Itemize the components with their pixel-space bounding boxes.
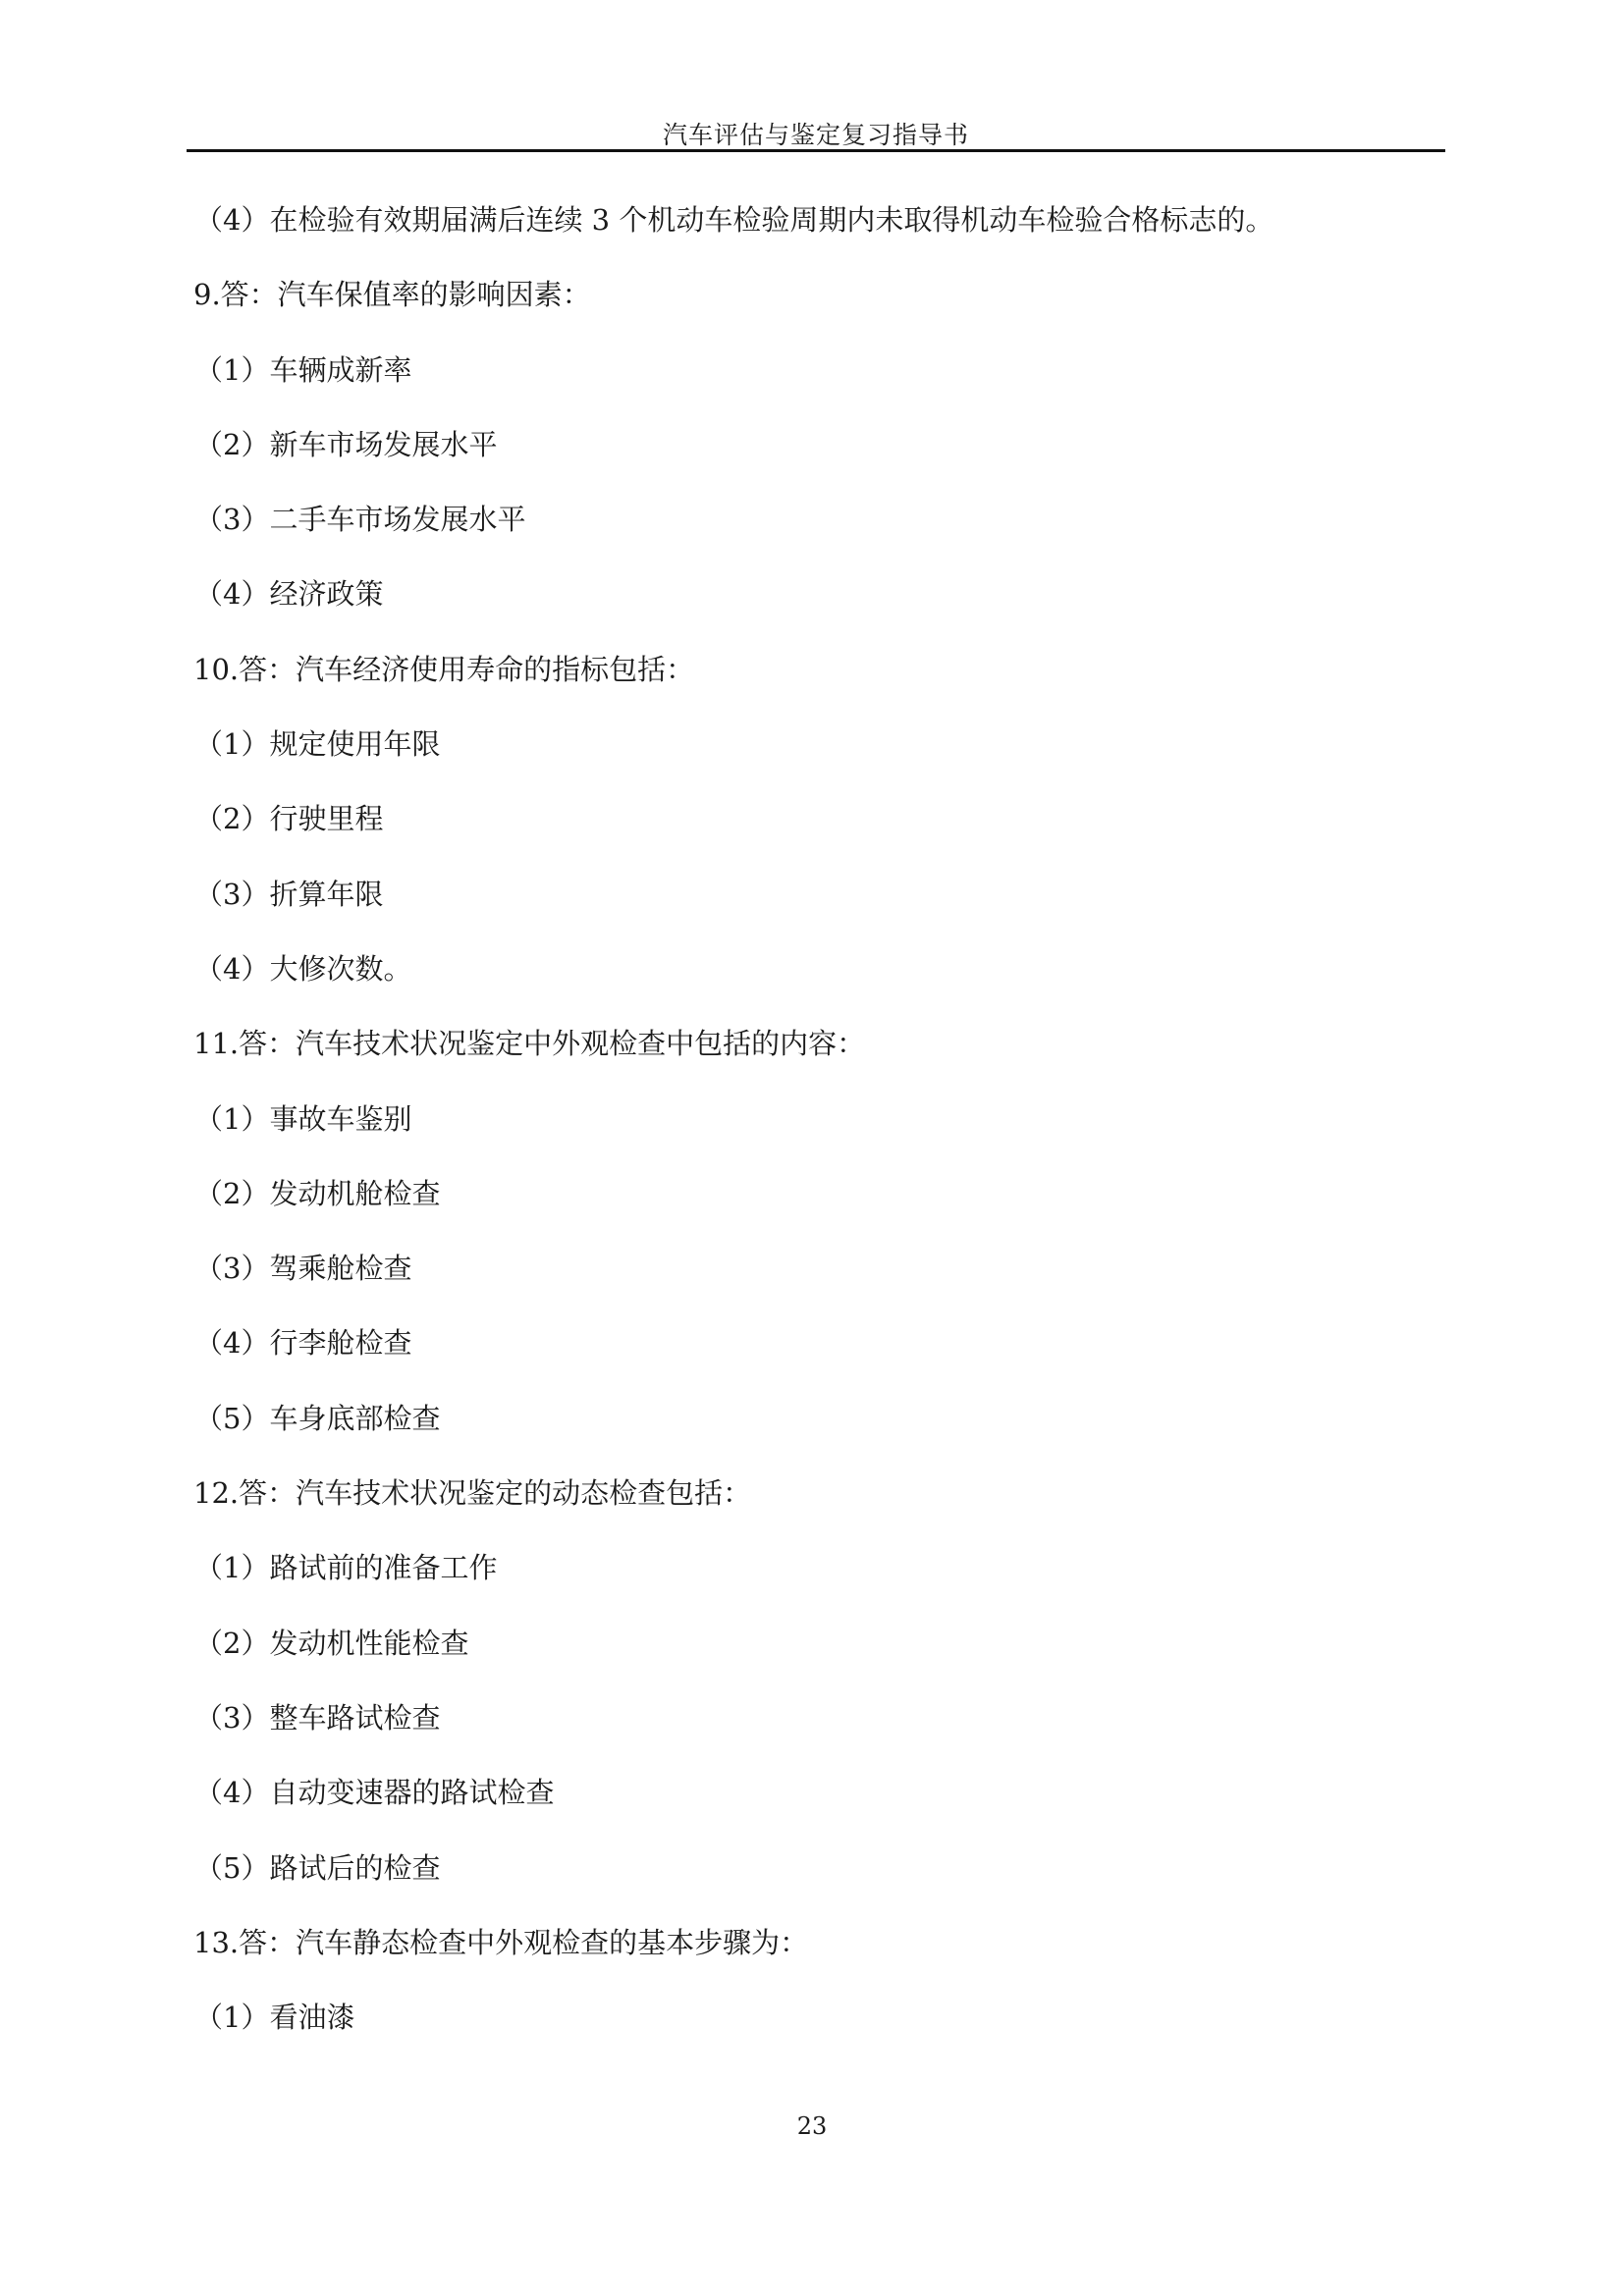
list-item: （1）事故车鉴别 bbox=[194, 1101, 412, 1136]
page-body bbox=[194, 201, 1441, 2073]
list-item: （1）看油漆 bbox=[194, 2001, 355, 2035]
list-item: （3）折算年限 bbox=[194, 877, 384, 911]
question-heading: 10.答：汽车经济使用寿命的指标包括： bbox=[193, 652, 695, 686]
question-heading: 13.答：汽车静态检查中外观检查的基本步骤为： bbox=[193, 1925, 809, 1959]
list-item: （3）驾乘舱检查 bbox=[194, 1252, 412, 1286]
list-item: （1）规定使用年限 bbox=[194, 727, 441, 762]
question-heading: 9.答：汽车保值率的影响因素： bbox=[193, 278, 591, 312]
list-item: （5）路试后的检查 bbox=[194, 1850, 441, 1885]
list-item: （4）大修次数。 bbox=[194, 951, 412, 986]
page-number: 23 bbox=[796, 2112, 828, 2140]
running-header: 汽车评估与鉴定复习指导书 bbox=[662, 121, 969, 149]
list-item: （2）新车市场发展水平 bbox=[194, 427, 498, 461]
header-rule bbox=[187, 149, 1445, 152]
list-item: （1）路试前的准备工作 bbox=[194, 1551, 498, 1585]
list-item: （4）行李舱检查 bbox=[194, 1326, 412, 1361]
list-item: （2）行驶里程 bbox=[194, 802, 384, 836]
list-item: （3）整车路试检查 bbox=[194, 1700, 441, 1735]
list-item: （4）经济政策 bbox=[194, 577, 384, 612]
question-heading: 12.答：汽车技术状况鉴定的动态检查包括： bbox=[193, 1476, 752, 1511]
list-item: （2）发动机舱检查 bbox=[194, 1176, 441, 1210]
list-item: （5）车身底部检查 bbox=[194, 1401, 441, 1435]
list-item: （2）发动机性能检查 bbox=[194, 1626, 469, 1660]
list-item: （4）在检验有效期届满后连续 3 个机动车检验周期内未取得机动车检验合格标志的。 bbox=[194, 203, 1274, 237]
question-heading: 11.答：汽车技术状况鉴定中外观检查中包括的内容： bbox=[193, 1027, 866, 1061]
list-item: （4）自动变速器的路试检查 bbox=[194, 1776, 555, 1810]
list-item: （3）二手车市场发展水平 bbox=[194, 503, 526, 537]
list-item: （1）车辆成新率 bbox=[194, 352, 412, 387]
